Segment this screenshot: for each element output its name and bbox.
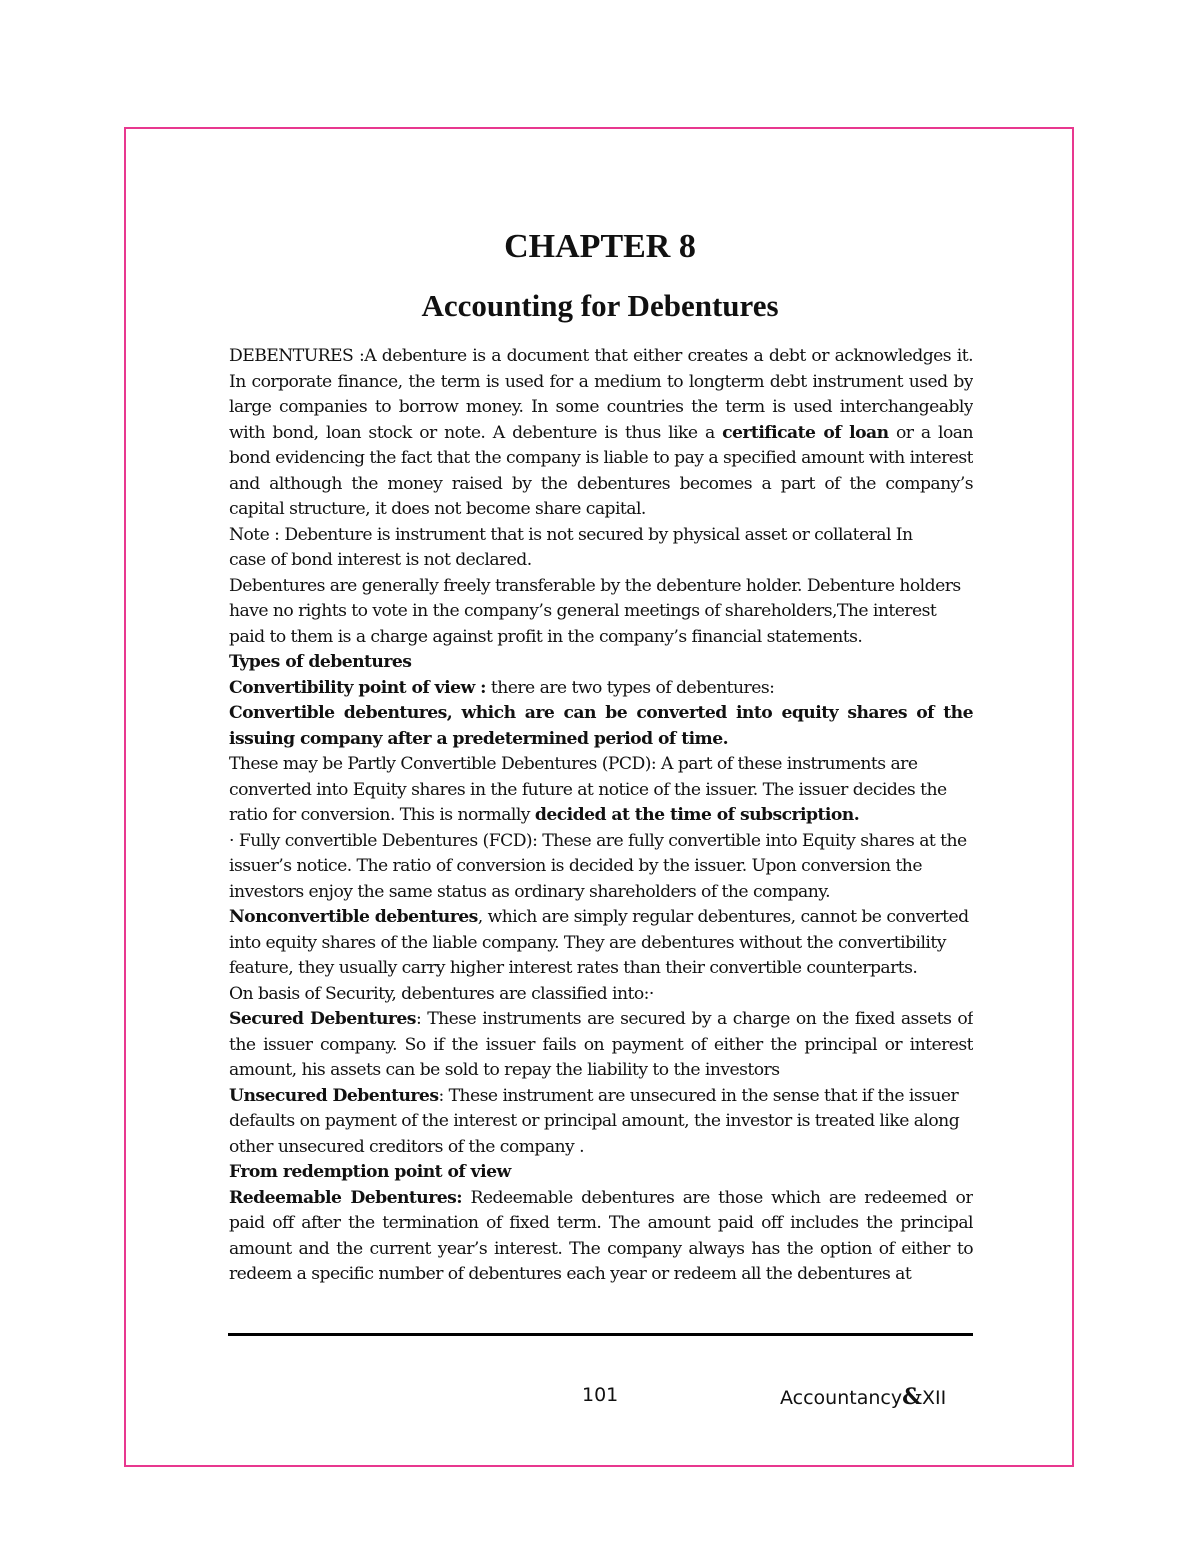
footer-subject: Accountancy&XII <box>780 1384 947 1410</box>
secured-paragraph: Secured Debentures: These instruments are secured by a charge on the fixed assets of the issuer company. So if the issuer fails on payment of either the principal or interest amount, his assets can be sold to repay the liability to the investors <box>229 1009 973 1080</box>
types-heading: Types of debentures <box>229 652 412 672</box>
fcd-paragraph: · Fully convertible Debentures (FCD): These are fully convertible into Equity shares at the issuer’s notice. The ratio of conversion is decided by the issuer. Upon conversion the investors enjoy the same status as ordinary shareholders of the company. Nonconvertible debentures, which are simply regular debentures, cannot be converted into equity shares of the liable company. They are debentures without the convertibility feature, they usually carry higher interest rates than their convertible counterparts. <box>229 830 969 978</box>
paragraph-debentures-definition: DEBENTURES :A debenture is a document that either creates a debt or acknowledges it. In corporate finance, the term is used for a medium to longterm debt instrument used by large companies to borrow money. In some countries the term is used interchangeably with bond, loan stock or note. A debenture is thus like a certificate of loan or a loan bond evidencing the fact that the company is liable to pay a specified amount with interest and although the money raised by the debentures becomes a part of the company’s capital structure, it does not become share capital. <box>229 346 973 519</box>
note-paragraph: Note : Debenture is instrument that is not secured by physical asset or collateral In case of bond interest is not declared. <box>229 524 913 570</box>
redemption-heading: From redemption point of view <box>229 1162 511 1182</box>
redeemable-paragraph: Redeemable Debentures: Redeemable debentures are those which are redeemed or paid off after the termination of fixed term. The amount paid off includes the principal amount and the current year’s interest. The company always has the option of either to redeem a specific number of debentures each year or redeem all the debentures at <box>229 1187 973 1284</box>
pcd-paragraph: These may be Partly Convertible Debentures (PCD): A part of these instruments are converted into Equity shares in the future at notice of the issuer. The issuer decides the ratio for conversion. This is normally decided at the time of subscription. <box>229 754 947 825</box>
body-text <box>229 344 973 1332</box>
convertibility-heading: Convertibility point of view : there are two types of debentures: <box>229 677 775 698</box>
ampersand: & <box>902 1384 922 1410</box>
paragraph-transferability: Debentures are generally freely transferable by the debenture holder. Debenture holders have no rights to vote in the company’s general meetings of shareholders,The interest paid to them is a charge against profit in the company’s financial statements. <box>229 575 961 647</box>
security-intro: On basis of Security, debentures are classified into:· <box>229 983 654 1004</box>
page-number: 101 <box>582 1384 619 1406</box>
chapter-number: CHAPTER 8 <box>504 228 696 265</box>
nonconvertible-term: Nonconvertible debentures <box>229 907 478 927</box>
convertible-definition: Convertible debentures, which are can be converted into equity shares of the issuing company after a predetermined period of time. <box>229 703 973 749</box>
unsecured-paragraph: Unsecured Debentures: These instrument are unsecured in the sense that if the issuer defaults on payment of the interest or principal amount, the investor is treated like along other unsecured creditors of the company . <box>229 1085 960 1157</box>
certificate-of-loan-term: certificate of loan <box>722 422 889 443</box>
chapter-title: Accounting for Debentures <box>421 288 779 323</box>
footer-rule <box>228 1333 973 1336</box>
